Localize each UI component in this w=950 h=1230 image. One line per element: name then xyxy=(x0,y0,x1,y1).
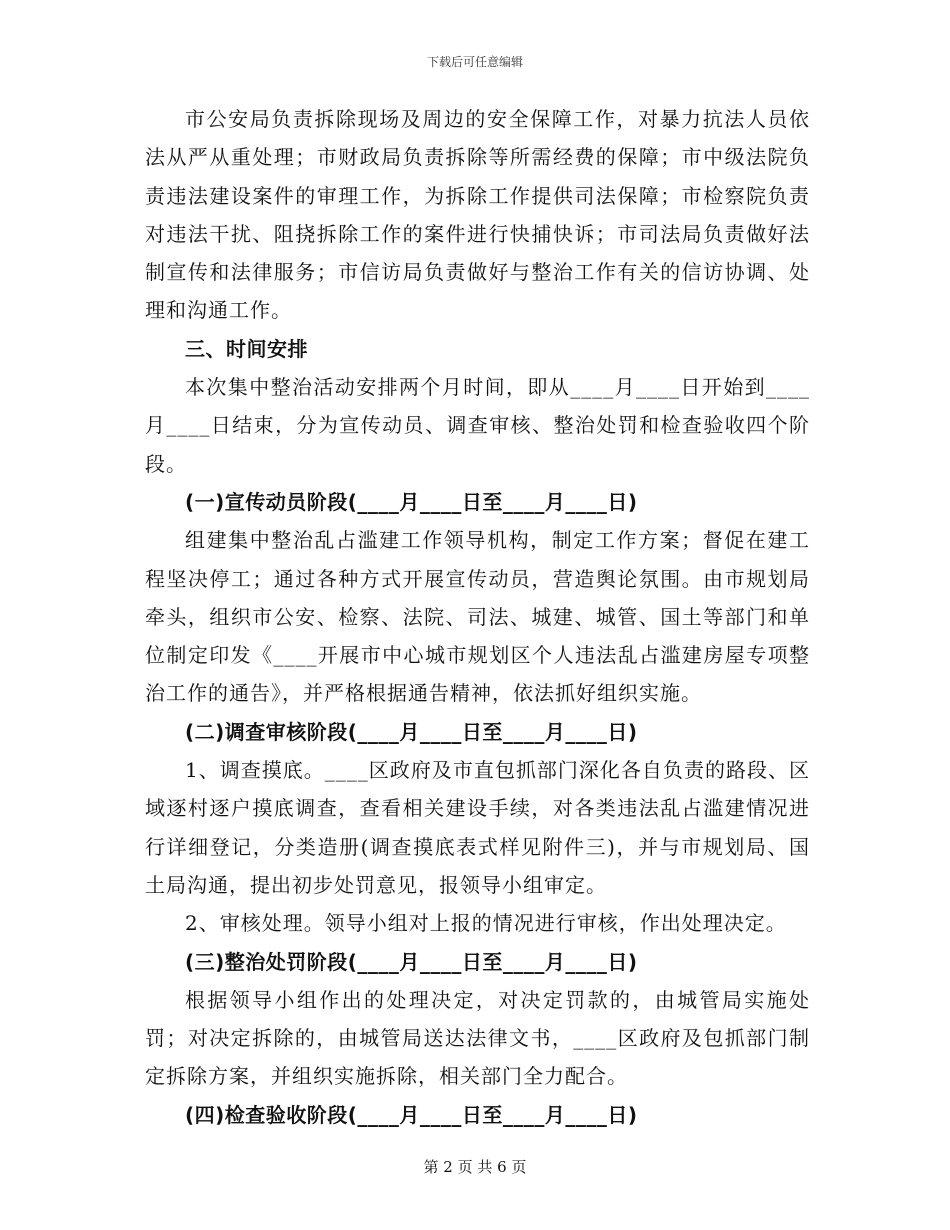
subsection-heading-penalty: (三)整治处罚阶段(____月____日至____月____日) xyxy=(185,949,638,974)
paragraph-investigation-review: 2、审核处理。领导小组对上报的情况进行审核，作出处理决定。 xyxy=(185,911,787,936)
paragraph-publicity: 组建集中整治乱占滥建工作领导机构，制定工作方案；督促在建工程坚决停工；通过各种方式开展宣传动员，营造舆论氛围。由市规划局牵头，组织市公安、检察、法院、司法、城建、城管、国土等部门和单位制定印发《____开展市中心城市规划区个人违法乱占滥建房屋专项整治工作的通告》，并严格根据通告精神，依法抓好组织实施。 xyxy=(145,528,810,706)
page-header-note: 下载后可任意编辑 xyxy=(426,55,523,69)
paragraph-investigation-survey: 1、调查摸底。____区政府及市直包抓部门深化各自负责的路段、区域逐村逐户摸底调查，查看相关建设手续，对各类违法乱占滥建情况进行详细登记，分类造册(调查摸底表式样见附件三)，并与市规划局、国土局沟通，提出初步处罚意见，报领导小组审定。 xyxy=(145,758,810,897)
paragraph-penalty: 根据领导小组作出的处理决定，对决定罚款的，由城管局实施处罚；对决定拆除的，由城管局送达法律文书，____区政府及包抓部门制定拆除方案，并组织实施拆除，相关部门全力配合。 xyxy=(145,987,810,1089)
page-number-footer: 第 2 页 共 6 页 xyxy=(423,1158,527,1176)
section-heading-schedule: 三、时间安排 xyxy=(185,336,308,361)
subsection-heading-publicity: (一)宣传动员阶段(____月____日至____月____日) xyxy=(185,489,638,514)
document-body xyxy=(145,100,810,1134)
subsection-heading-investigation: (二)调查审核阶段(____月____日至____月____日) xyxy=(185,719,638,744)
paragraph-duties: 市公安局负责拆除现场及周边的安全保障工作，对暴力抗法人员依法从严从重处理；市财政局负责拆除等所需经费的保障；市中级法院负责违法建设案件的审理工作，为拆除工作提供司法保障；市检察院负责对违法干扰、阻挠拆除工作的案件进行快捕快诉；市司法局负责做好法制宣传和法律服务；市信访局负责做好与整治工作有关的信访协调、处理和沟通工作。 xyxy=(145,107,810,323)
subsection-heading-inspection: (四)检查验收阶段(____月____日至____月____日) xyxy=(185,1102,638,1127)
paragraph-schedule-overview: 本次集中整治活动安排两个月时间，即从____月____日开始到____月____日结束，分为宣传动员、调查审核、整治处罚和检查验收四个阶段。 xyxy=(145,375,810,476)
